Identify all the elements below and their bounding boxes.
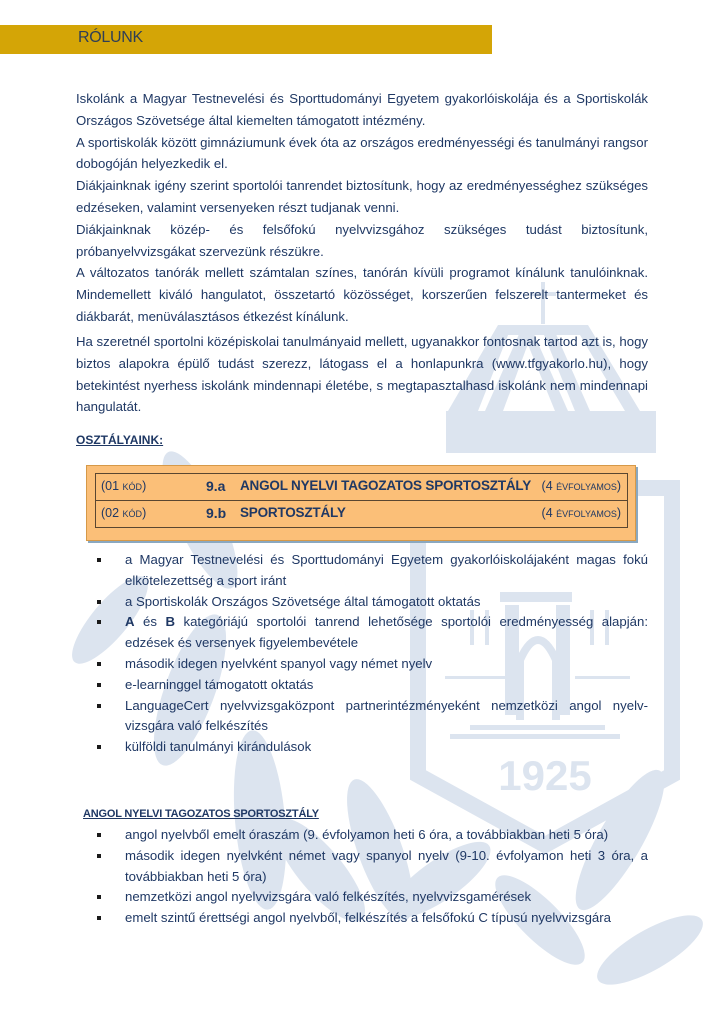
features-list	[97, 550, 648, 758]
class-name: ANGOL NYELVI TAGOZATOS SPORTOSZTÁLY	[240, 478, 532, 493]
classes-box	[86, 465, 636, 541]
list-item: a Magyar Testnevelési és Sporttudományi Egyetem gyakorlóiskolájaként magas fokú elkötelezettség a sport iránt	[97, 550, 648, 592]
class-code: (02 KÓD)	[101, 506, 147, 520]
list-item: a Sportiskolák Országos Szövetsége által támogatott oktatás	[97, 592, 648, 613]
square-bullet-icon	[97, 662, 101, 666]
classes-table	[95, 473, 628, 528]
class-number: 9.b	[206, 505, 227, 521]
list-item: emelt szintű érettségi angol nyelvből, felkészítés a felsőfokú C típusú nyelvvizsgára	[97, 908, 648, 929]
intro-paragraph: A változatos tanórák mellett számtalan színes, tanórán kívüli programot kínálunk tanulóinknak. Mindemellett kiváló hangulatot, összetartó közösséget, korszerűen felszerelt tantermeket és diákbarát, menüválasztásos étkezést kínálunk.	[76, 265, 648, 324]
angol-section-heading: ANGOL NYELVI TAGOZATOS SPORTOSZTÁLY	[83, 808, 319, 820]
class-row	[96, 500, 627, 527]
class-years: (4 ÉVFOLYAMOS)	[541, 479, 621, 493]
square-bullet-icon	[97, 745, 101, 749]
page-title: RÓLUNK	[78, 29, 143, 46]
section-header-bar	[0, 25, 492, 54]
list-item: második idegen nyelvként német vagy spanyol nyelv (9-10. évfolyamon heti 3 óra, a továbbiakban heti 5 óra)	[97, 846, 648, 888]
class-name: SPORTOSZTÁLY	[240, 505, 346, 520]
list-item: e-learninggel támogatott oktatás	[97, 675, 648, 696]
square-bullet-icon	[97, 916, 101, 920]
square-bullet-icon	[97, 558, 101, 562]
angol-section-list	[97, 825, 648, 929]
intro-paragraph: Diákjainknak igény szerint sportolói tanrendet biztosítunk, hogy az eredményességhez szükséges edzéseken, valamint versenyeken részt tudjanak venni.	[76, 178, 648, 215]
class-code: (01 KÓD)	[101, 479, 147, 493]
list-item: nemzetközi angol nyelvvizsgára való felkészítés, nyelvvizsgamérések	[97, 887, 648, 908]
square-bullet-icon	[97, 683, 101, 687]
square-bullet-icon	[97, 704, 101, 708]
square-bullet-icon	[97, 895, 101, 899]
intro-paragraph: Iskolánk a Magyar Testnevelési és Sporttudományi Egyetem gyakorlóiskolája és a Sportiskolák Országos Szövetsége által kiemelten támogatott intézmény.	[76, 91, 648, 128]
square-bullet-icon	[97, 620, 101, 624]
square-bullet-icon	[97, 833, 101, 837]
intro-paragraph: A sportiskolák között gimnáziumunk évek óta az országos eredményességi és tanulmányi rangsor dobogóján helyezkedik el.	[76, 134, 648, 172]
list-item: angol nyelvből emelt óraszám (9. évfolyamon heti 6 óra, a továbbiakban heti 5 óra)	[97, 825, 648, 846]
intro-text	[76, 88, 648, 328]
square-bullet-icon	[97, 600, 101, 604]
invite-text	[76, 331, 648, 418]
class-number: 9.a	[206, 478, 226, 494]
intro-paragraph: Diákjainknak közép- és felsőfokú nyelvvizsgához szükséges tudást biztosítunk, próbanyelvvizsgákat szervezünk részükre.	[76, 221, 648, 259]
class-years: (4 ÉVFOLYAMOS)	[541, 506, 621, 520]
classes-heading: OSZTÁLYAINK:	[76, 433, 164, 447]
invite-paragraph: Ha szeretnél sportolni középiskolai tanulmányaid mellett, ugyanakkor fontosnak tartod azt is, hogy biztos alapokra épülő tudást szerezz, látogass el a honlapunkra (www.tfgyakorlo.hu), hogy betekintést nyerhess iskolánk mindennapi életébe, s megtapasztalhasd iskolánk nem mindennapi hangulatát.	[76, 334, 648, 415]
class-row	[96, 474, 627, 500]
list-item: LanguageCert nyelvvizsgaközpont partnerintézményeként nemzetközi angol nyelv-vizsgára való felkészítés	[97, 696, 648, 738]
crest-year: 1925	[498, 752, 592, 799]
square-bullet-icon	[97, 854, 101, 858]
list-item: második idegen nyelvként spanyol vagy német nyelv	[97, 654, 648, 675]
list-item: külföldi tanulmányi kirándulások	[97, 737, 648, 758]
list-item: A és B kategóriájú sportolói tanrend lehetősége sportolói eredményesség alapján: edzések és versenyek figyelembevétele	[97, 612, 648, 654]
